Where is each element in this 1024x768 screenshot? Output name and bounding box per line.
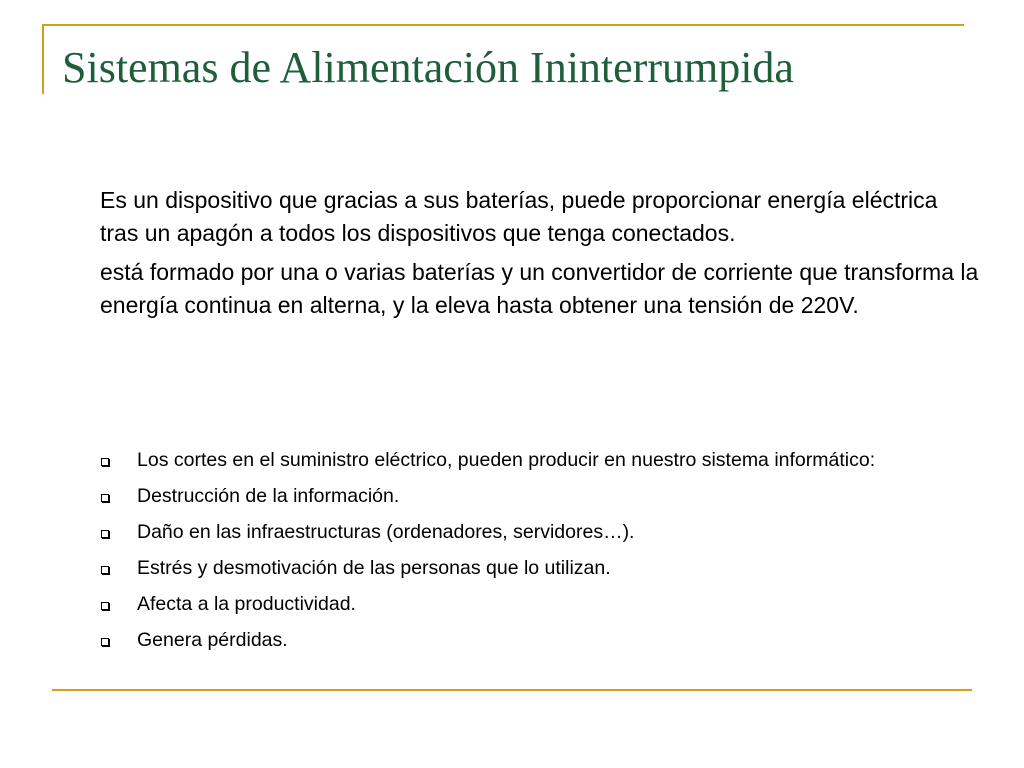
hollow-square-bullet-icon <box>101 458 109 466</box>
bullet-item <box>100 554 960 582</box>
slide-title: Sistemas de Alimentación Ininterrumpida <box>62 43 794 92</box>
bottom-accent-line <box>52 689 972 691</box>
intro-text <box>100 184 980 328</box>
hollow-square-bullet-icon <box>101 494 109 502</box>
hollow-square-bullet-icon <box>101 638 109 646</box>
hollow-square-bullet-icon <box>101 530 109 538</box>
bullet-text: Afecta a la productividad. <box>137 593 356 615</box>
paragraph-definition: Es un dispositivo que gracias a sus baterías, puede proporcionar energía eléctrica tras un apagón a todos los dispositivos que tenga conectados. <box>100 187 938 246</box>
left-accent-line <box>42 24 44 94</box>
bullet-text: Daño en las infraestructuras (ordenadores, servidores…). <box>137 521 635 543</box>
bullet-item <box>100 446 960 474</box>
top-accent-line <box>42 24 964 26</box>
hollow-square-bullet-icon <box>101 602 109 610</box>
bullet-text: Destrucción de la información. <box>137 485 400 507</box>
bullet-text: Estrés y desmotivación de las personas que lo utilizan. <box>137 557 611 579</box>
hollow-square-bullet-icon <box>101 566 109 574</box>
bullet-list <box>100 446 960 662</box>
paragraph-composition: está formado por una o varias baterías y un convertidor de corriente que transforma la energía continua en alterna, y la eleva hasta obtener una tensión de 220V. <box>100 259 979 318</box>
bullet-text: Genera pérdidas. <box>137 629 288 651</box>
bullet-item <box>100 626 960 654</box>
bullet-item <box>100 482 960 510</box>
bullet-text: Los cortes en el suministro eléctrico, pueden producir en nuestro sistema informático: <box>137 449 876 471</box>
bullet-item <box>100 518 960 546</box>
bullet-item <box>100 590 960 618</box>
